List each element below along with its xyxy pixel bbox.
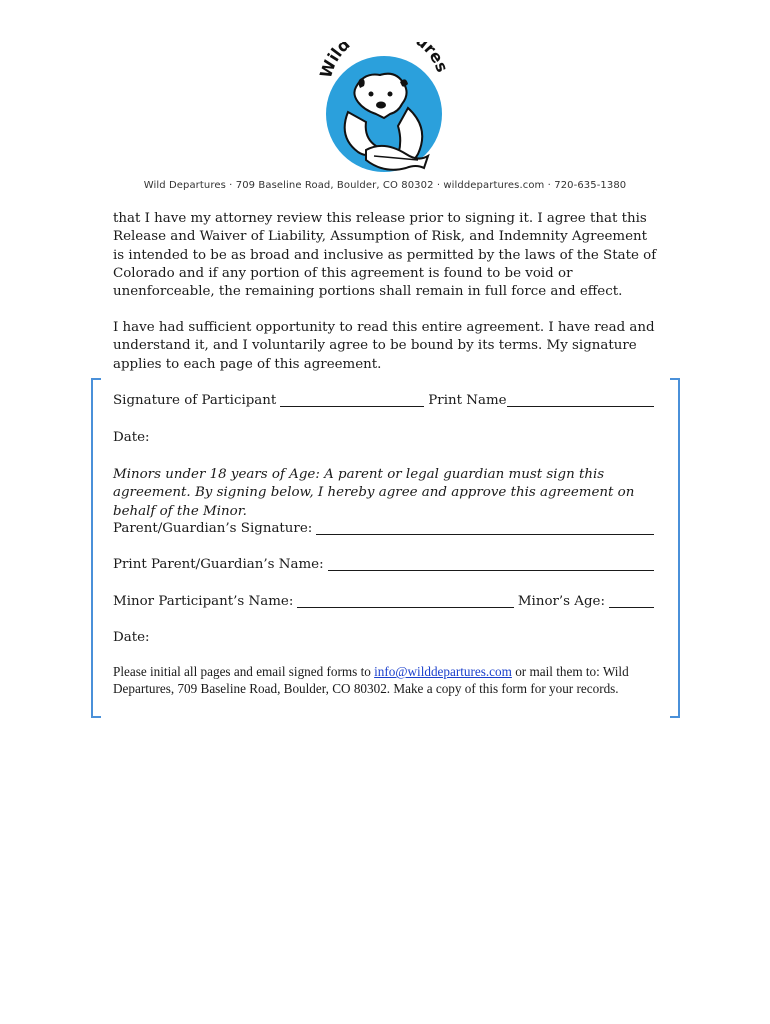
signature-line[interactable]	[280, 392, 424, 407]
signature-label: Signature of Participant	[113, 393, 277, 408]
email-link[interactable]: info@wilddepartures.com	[374, 664, 512, 679]
guardian-signature-line[interactable]	[316, 520, 654, 535]
date-label: Date:	[113, 430, 150, 445]
participant-signature-row	[113, 392, 654, 410]
company-address: Wild Departures · 709 Baseline Road, Boulder, CO 80302 · wilddepartures.com · 720-635-1380	[143, 180, 627, 191]
date-row-2	[113, 629, 654, 647]
agreement-paragraph: I have had sufficient opportunity to read this entire agreement. I have read and understand it, and I voluntarily agree to be bound by its terms. My signature applies to each page of this agreement.	[113, 320, 655, 372]
release-paragraph: that I have my attorney review this release prior to signing it. I agree that this Release and Waiver of Liability, Assumption of Risk, and Indemnity Agreement is intended to be as broad and inclusive as permitted by the laws of the State of Colorado and if any portion of this agreement is found to be void or unenforceable, the remaining portions shall remain in full force and effect.	[113, 211, 657, 300]
guardian-print-row	[113, 556, 654, 574]
left-bracket	[91, 378, 101, 718]
logo-text: Wild res	[318, 42, 450, 81]
right-bracket	[670, 378, 680, 718]
guardian-print-line[interactable]	[328, 556, 654, 571]
minor-participant-row	[113, 593, 654, 611]
guardian-signature-label: Parent/Guardian’s Signature:	[113, 521, 313, 536]
minor-age-line[interactable]	[609, 593, 654, 608]
date-label: Date:	[113, 630, 150, 645]
guardian-print-label: Print Parent/Guardian’s Name:	[113, 557, 324, 572]
date-row-1	[113, 429, 654, 447]
company-logo	[318, 42, 450, 180]
instructions-text-start: Please initial all pages and email signed forms to	[113, 664, 375, 679]
print-name-label: Print Name	[428, 393, 507, 408]
submission-instructions	[113, 664, 661, 697]
minor-age-label: Minor’s Age:	[517, 594, 605, 609]
instructions-text-end: or mail them to: Wild Departures, 709 Baseline Road, Boulder, CO 80302. Make a copy of this form for your records.	[113, 664, 629, 696]
minor-name-label: Minor Participant’s Name:	[113, 594, 294, 609]
guardian-signature-row	[113, 520, 654, 538]
minors-notice: Minors under 18 years of Age: A parent or legal guardian must sign this agreement. By signing below, I hereby agree and approve this agreement on behalf of the Minor.	[113, 467, 635, 519]
minor-name-line[interactable]	[297, 593, 513, 608]
print-name-line[interactable]	[507, 392, 654, 407]
